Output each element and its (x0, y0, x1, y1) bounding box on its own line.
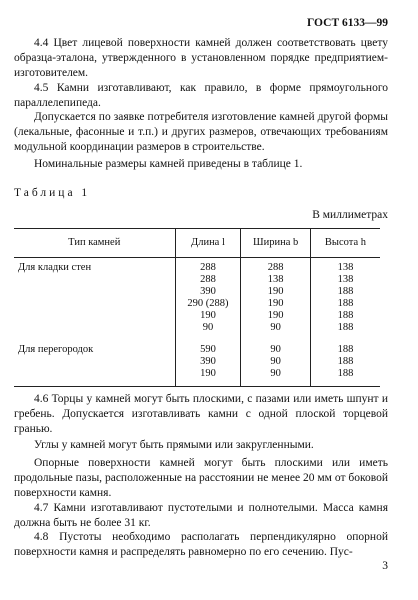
paragraph-4-8: 4.8 Пустоты необходимо располагать перпендикулярно опорной поверхности камня и распределять равномерно по его сечению. Пус- (14, 531, 388, 558)
length-value: 290 (288) (187, 298, 229, 309)
width-value: 190 (267, 286, 284, 297)
height-value: 188 (337, 298, 354, 309)
width-value: 90 (270, 368, 281, 379)
document-header: ГОСТ 6133—99 (307, 17, 388, 29)
height-value: 188 (337, 322, 354, 333)
width-value: 90 (270, 344, 281, 355)
page-number: 3 (382, 560, 388, 572)
width-value: 138 (267, 274, 284, 285)
length-value: 288 (200, 274, 216, 285)
height-value: 138 (337, 262, 354, 273)
paragraph-4-5: 4.5 Камни изготавливают, как правило, в форме прямоугольного параллелепипеда. (14, 82, 388, 109)
row-type: Для перегородок (14, 340, 175, 387)
header-width: Ширина b (241, 229, 311, 258)
height-value: 188 (337, 286, 354, 297)
width-value: 288 (267, 262, 284, 273)
paragraph-4-6: 4.6 Торцы у камней могут быть плоскими, с пазами или иметь шпунт и гребень. Допускается изготавливать камни с одной плоской торцевой гранью. (14, 393, 388, 435)
paragraph-custom-forms: Допускается по заявке потребителя изготовление камней другой формы (лекальные, фасонные и т.п.) и других размеров, отвечающих требованиям модульной координации размеров в строительстве. (14, 111, 388, 153)
row-type: Для кладки стен (18, 262, 92, 273)
paragraph-corners: Углы у камней могут быть прямыми или закругленными. (34, 439, 314, 451)
height-value: 188 (337, 310, 354, 321)
units-label: В миллиметрах (312, 209, 388, 221)
width-value: 190 (267, 298, 284, 309)
length-value: 190 (200, 368, 216, 379)
height-value: 188 (337, 368, 354, 379)
length-cells (175, 258, 241, 341)
width-value: 190 (267, 310, 284, 321)
paragraph-bearing-surfaces: Опорные поверхности камней могут быть плоскими или иметь продольные пазы, расположенные на расстоянии не менее 20 мм от боковой поверхности камня. (14, 457, 388, 499)
header-length: Длина l (175, 229, 241, 258)
header-height: Высота h (310, 229, 380, 258)
height-value: 138 (337, 274, 354, 285)
length-value: 190 (200, 310, 216, 321)
width-value: 90 (270, 356, 281, 367)
table-caption: Таблица 1 (14, 187, 91, 199)
height-value: 188 (337, 356, 354, 367)
length-value: 90 (202, 322, 214, 333)
table-row (14, 258, 380, 341)
paragraph-4-4: 4.4 Цвет лицевой поверхности камней должен соответствовать цвету образца-эталона, утвержденного в установленном порядке предприятием-изготовителем. (14, 37, 388, 79)
length-value: 590 (200, 344, 216, 355)
width-cells (241, 258, 311, 341)
paragraph-table-ref: Номинальные размеры камней приведены в таблице 1. (34, 158, 303, 170)
width-cells (241, 340, 311, 387)
length-value: 390 (200, 356, 216, 367)
length-value: 390 (200, 286, 216, 297)
paragraph-4-7: 4.7 Камни изготавливают пустотелыми и полнотелыми. Масса камня должна быть не более 31 кг. (14, 502, 388, 529)
length-value: 288 (200, 262, 216, 273)
dimensions-table (14, 228, 380, 387)
width-value: 90 (270, 322, 281, 333)
header-type: Тип камней (14, 229, 175, 258)
height-cells (310, 258, 380, 341)
length-cells (175, 340, 241, 387)
height-value: 188 (337, 344, 354, 355)
table-header-row (14, 229, 380, 258)
table-row (14, 340, 380, 387)
height-cells (310, 340, 380, 387)
